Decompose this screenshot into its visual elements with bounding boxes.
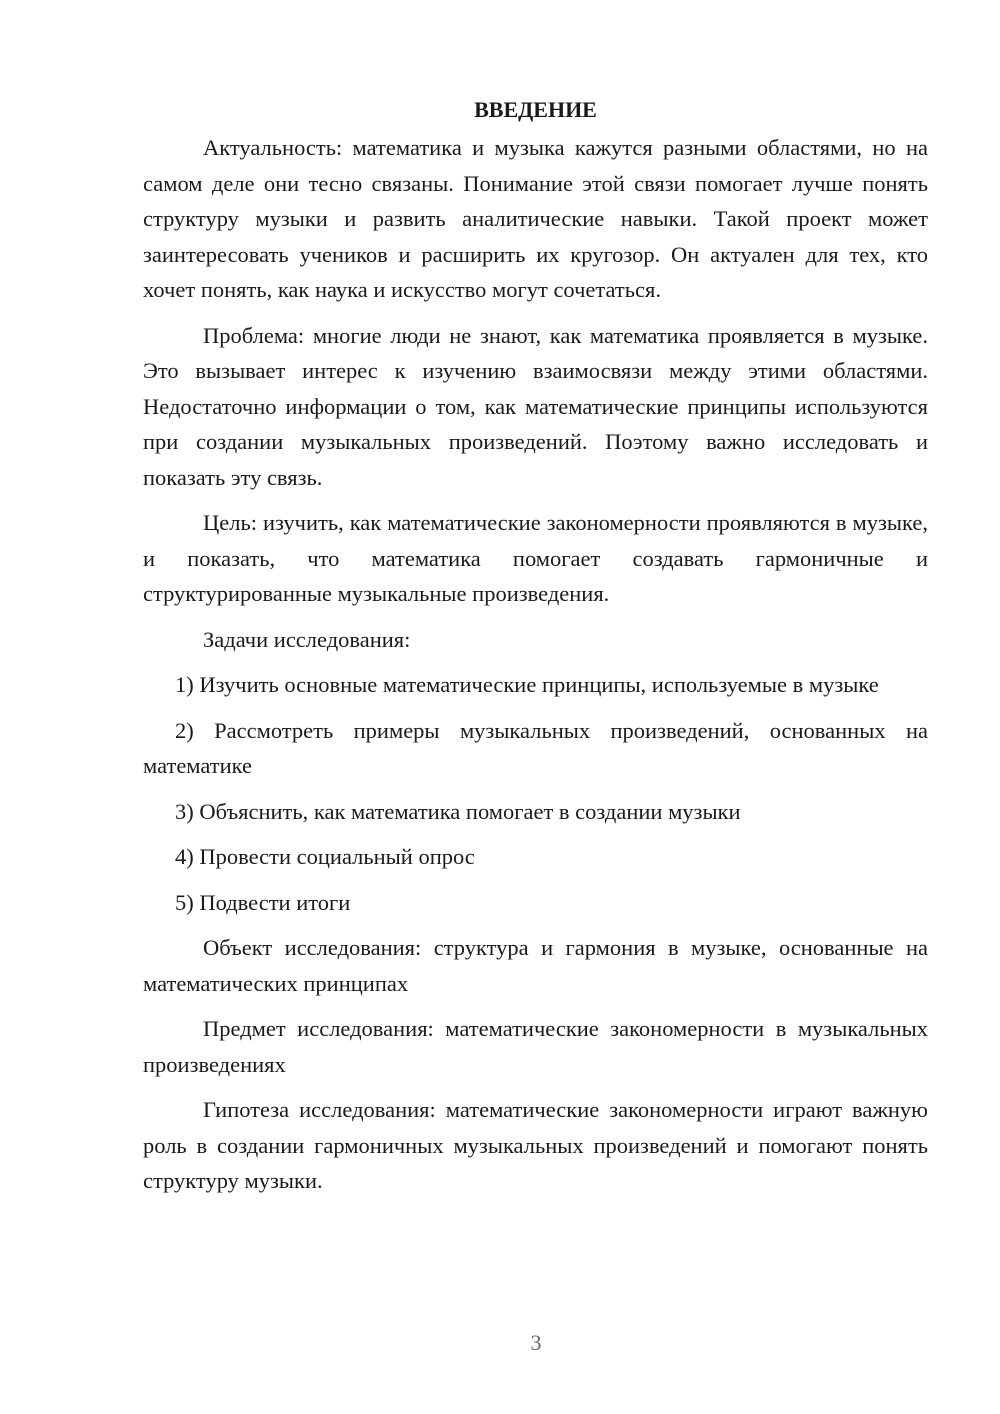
document-page bbox=[143, 92, 928, 1209]
goal-paragraph: Цель: изучить, как математические закономерности проявляются в музыке, и показать, что математика помогает создавать гармоничные и структурированные музыкальные произведения. bbox=[143, 510, 928, 606]
page-number: 3 bbox=[530, 1330, 542, 1355]
tasks-heading: Задачи исследования: bbox=[203, 626, 411, 652]
subject-paragraph: Предмет исследования: математические закономерности в музыкальных произведениях bbox=[143, 1016, 928, 1077]
section-title: ВВЕДЕНИЕ bbox=[474, 97, 597, 122]
object-paragraph: Объект исследования: структура и гармония в музыке, основанные на математических принципах bbox=[143, 935, 928, 996]
relevance-paragraph: Актуальность: математика и музыка кажутся разными областями, но на самом деле они тесно связаны. Понимание этой связи помогает лучше понять структуру музыки и развить аналитические навыки. Такой проект может заинтересовать учеников и расширить их кругозор. Он актуален для тех, кто хочет понять, как наука и искусство могут сочетаться. bbox=[143, 135, 928, 302]
task-item: 4) Провести социальный опрос bbox=[175, 844, 475, 869]
task-item: 3) Объяснить, как математика помогает в создании музыки bbox=[175, 798, 741, 824]
hypothesis-paragraph: Гипотеза исследования: математические закономерности играют важную роль в создании гармоничных музыкальных произведений и помогают понять структуру музыки. bbox=[143, 1097, 928, 1193]
task-item: 1) Изучить основные математические принципы, используемые в музыке bbox=[175, 672, 879, 697]
task-item: 2) Рассмотреть примеры музыкальных произведений, основанных на математике bbox=[143, 717, 928, 778]
problem-paragraph: Проблема: многие люди не знают, как математика проявляется в музыке. Это вызывает интерес к изучению взаимосвязи между этими областями. Недостаточно информации о том, как математические принципы используются при создании музыкальных произведений. Поэтому важно исследовать и показать эту связь. bbox=[143, 322, 928, 490]
task-item: 5) Подвести итоги bbox=[175, 889, 351, 915]
